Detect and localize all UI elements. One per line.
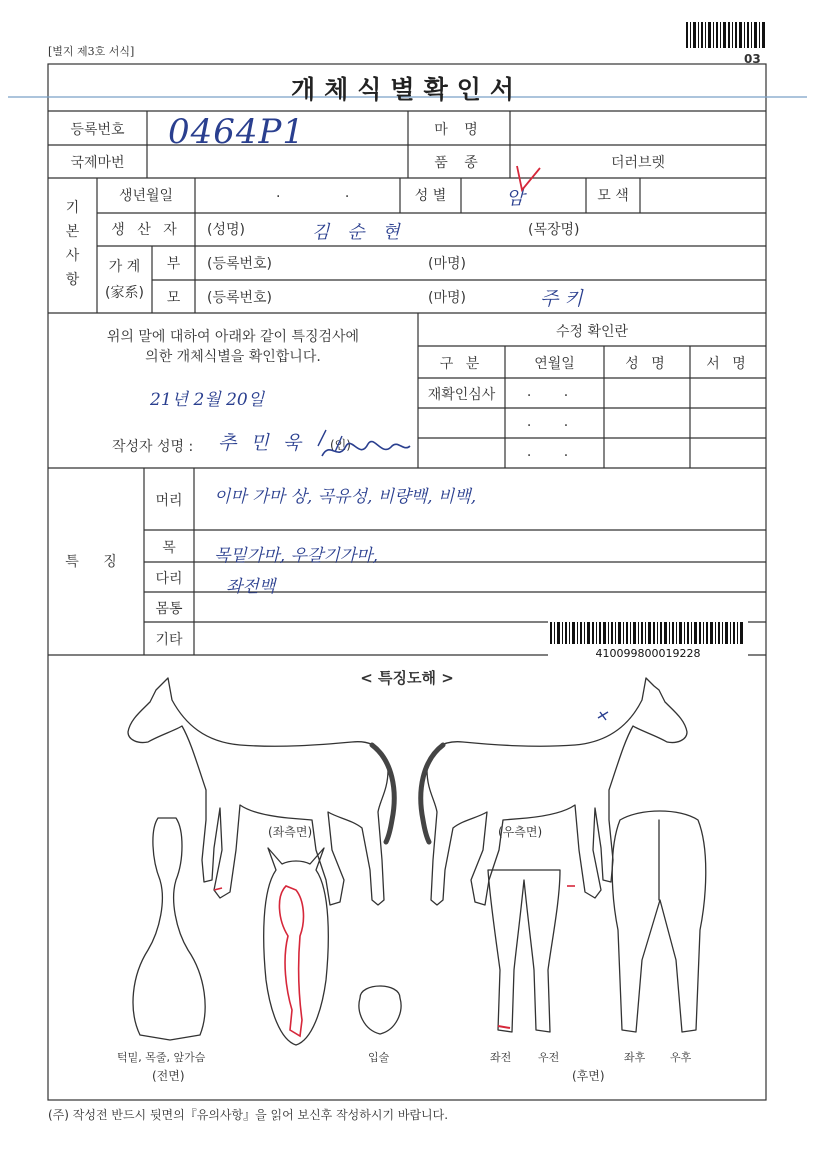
- label-left-front: 좌전: [490, 1051, 512, 1064]
- horse-front-neck: [133, 818, 205, 1040]
- horse-lips: [359, 986, 401, 1034]
- horse-name-label: 마 명: [434, 122, 484, 138]
- label-lips: 입술: [368, 1051, 390, 1064]
- label-right-hind: 우후: [670, 1051, 692, 1064]
- revision-row2-date: . .: [526, 414, 583, 430]
- sire-label: 부: [166, 256, 181, 272]
- revision-row1-date: . .: [526, 384, 583, 400]
- form-id-label: [별지 제3호 서식]: [48, 45, 135, 58]
- label-front-caption: 턱밑, 목줄, 앞가슴: [117, 1051, 206, 1064]
- producer-name-value: 김 순 현: [312, 222, 406, 243]
- features-section-label: 특 징: [65, 554, 127, 570]
- basic-section-label: 기 본 사 항: [65, 200, 80, 288]
- legs-label: 다리: [155, 571, 183, 587]
- neck-value: 목밑가마, 우갈기가마,: [214, 546, 379, 566]
- label-right-front: 우전: [538, 1051, 560, 1064]
- sex-value: 암: [506, 187, 525, 209]
- barcode-number: 410099800019228: [595, 647, 701, 660]
- diagram-title: < 특징도해 >: [360, 669, 454, 687]
- breed-value: 더러브렛: [610, 155, 666, 171]
- label-left-side: (좌측면): [268, 825, 313, 839]
- page-number: 03: [744, 52, 761, 66]
- sex-label: 성 별: [414, 188, 447, 204]
- neck-label: 목: [162, 540, 176, 556]
- revision-title: 수정 확인란: [555, 324, 629, 340]
- intl-no-label: 국제마번: [70, 155, 125, 171]
- dam-name-value: 주키: [540, 288, 589, 310]
- sire-reg-field: (등록번호): [207, 256, 273, 272]
- author-name-value: 추 민 욱: [218, 432, 306, 454]
- dam-name-field: (마명): [428, 290, 466, 306]
- revision-row3-date: . .: [526, 444, 583, 460]
- page-title: 개체식별확인서: [290, 75, 524, 104]
- pedigree-hanja: (家系): [105, 285, 144, 301]
- pedigree-label: 가 계: [108, 259, 141, 275]
- label-right-side: (우측면): [498, 825, 543, 839]
- producer-label: 생 산 자: [111, 222, 181, 238]
- head-label: 머리: [155, 493, 183, 509]
- dam-reg-field: (등록번호): [207, 290, 273, 306]
- label-left-hind: 좌후: [624, 1051, 646, 1064]
- statement-line2: 의한 개체식별을 확인합니다.: [145, 349, 321, 365]
- head-value: 이마 가마 상, 곡유성, 비량백, 비백,: [214, 487, 477, 507]
- statement-line1: 위의 말에 대하여 아래와 같이 특징검사에: [106, 329, 360, 345]
- birth-value: . .: [276, 185, 380, 201]
- body-label: 몸통: [155, 601, 183, 617]
- author-label: 작성자 성명 :: [112, 439, 194, 455]
- sire-name-field: (마명): [428, 256, 466, 272]
- other-label: 기타: [155, 632, 183, 648]
- reg-no-value: 0464P1: [168, 112, 306, 152]
- reg-no-label: 등록번호: [70, 122, 125, 138]
- horse-right-side: [427, 678, 687, 905]
- footer-note: (주) 작성전 반드시 뒷면의『유의사항』을 읽어 보신후 작성하시기 바랍니다.: [48, 1108, 449, 1122]
- neck-mark: [598, 712, 608, 720]
- author-seal: (인): [330, 438, 351, 452]
- label-front: (전면): [152, 1069, 185, 1083]
- horse-front-legs: [488, 870, 560, 1032]
- dam-label: 모: [166, 290, 181, 306]
- horse-front-head: [264, 848, 329, 1045]
- birth-label: 생년월일: [118, 188, 174, 204]
- breed-label: 품 종: [434, 155, 484, 171]
- legs-value: 좌전백: [226, 577, 276, 597]
- coat-label: 모 색: [597, 188, 629, 204]
- ranch-field: (목장명): [528, 222, 580, 238]
- revision-col-name: 성 명: [625, 356, 669, 372]
- revision-row1-label: 재확인심사: [427, 387, 496, 403]
- revision-col-date: 연월일: [534, 356, 575, 372]
- producer-name-field: (성명): [207, 222, 245, 238]
- revision-col-sign: 서 명: [706, 356, 750, 372]
- horse-left-side: [128, 678, 388, 905]
- document-date: 21년 2월 20일: [150, 390, 265, 410]
- label-rear: (후면): [572, 1069, 605, 1083]
- revision-col-category: 구 분: [439, 356, 484, 372]
